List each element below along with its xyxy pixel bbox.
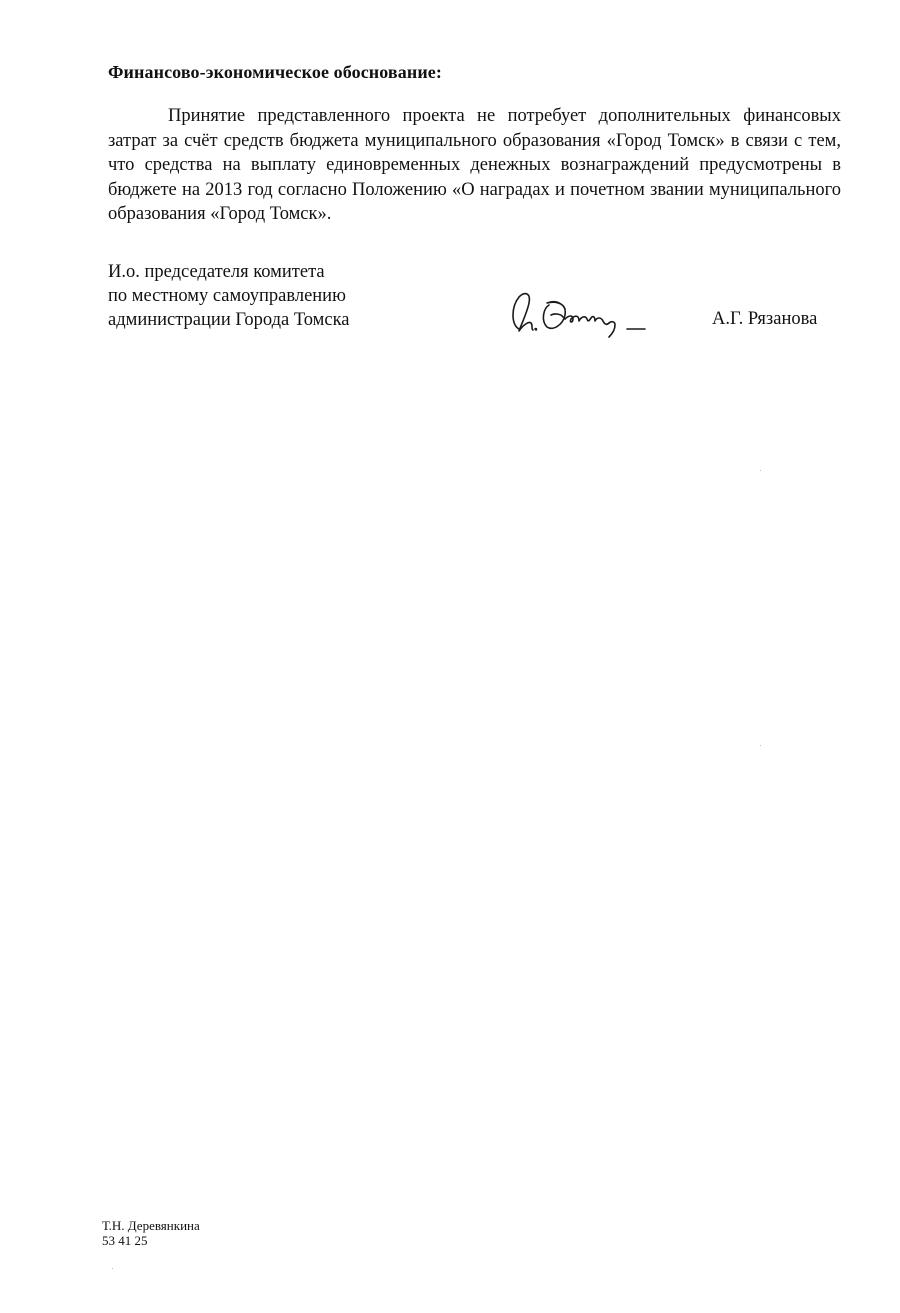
signer-name: А.Г. Рязанова: [712, 309, 818, 329]
section-heading: Финансово-экономическое обоснование:: [108, 62, 442, 82]
signer-title-line: администрации Города Томска: [108, 310, 350, 330]
signer-title-line: по местному самоуправлению: [108, 286, 346, 306]
signer-title: [108, 260, 350, 332]
justification-paragraph: Принятие представленного проекта не потребует дополнительных финансовых затрат за счёт средств бюджета муниципального образования «Город Томск» в связи с тем, что средства на выплату единовременных денежных вознаграждений предусмотрены в бюджете на 2013 год согласно Положению «О наградах и почетном звании муниципального образования «Город Томск».: [108, 106, 841, 224]
scan-speck: [760, 745, 761, 746]
scan-speck: [760, 470, 761, 471]
executor-phone: 53 41 25: [102, 1233, 148, 1248]
signer-title-line: И.о. председателя комитета: [108, 262, 325, 282]
executor-footer: [102, 1218, 200, 1248]
scan-speck: [112, 1268, 113, 1269]
executor-name: Т.Н. Деревянкина: [102, 1218, 200, 1233]
handwritten-signature: [505, 285, 655, 345]
